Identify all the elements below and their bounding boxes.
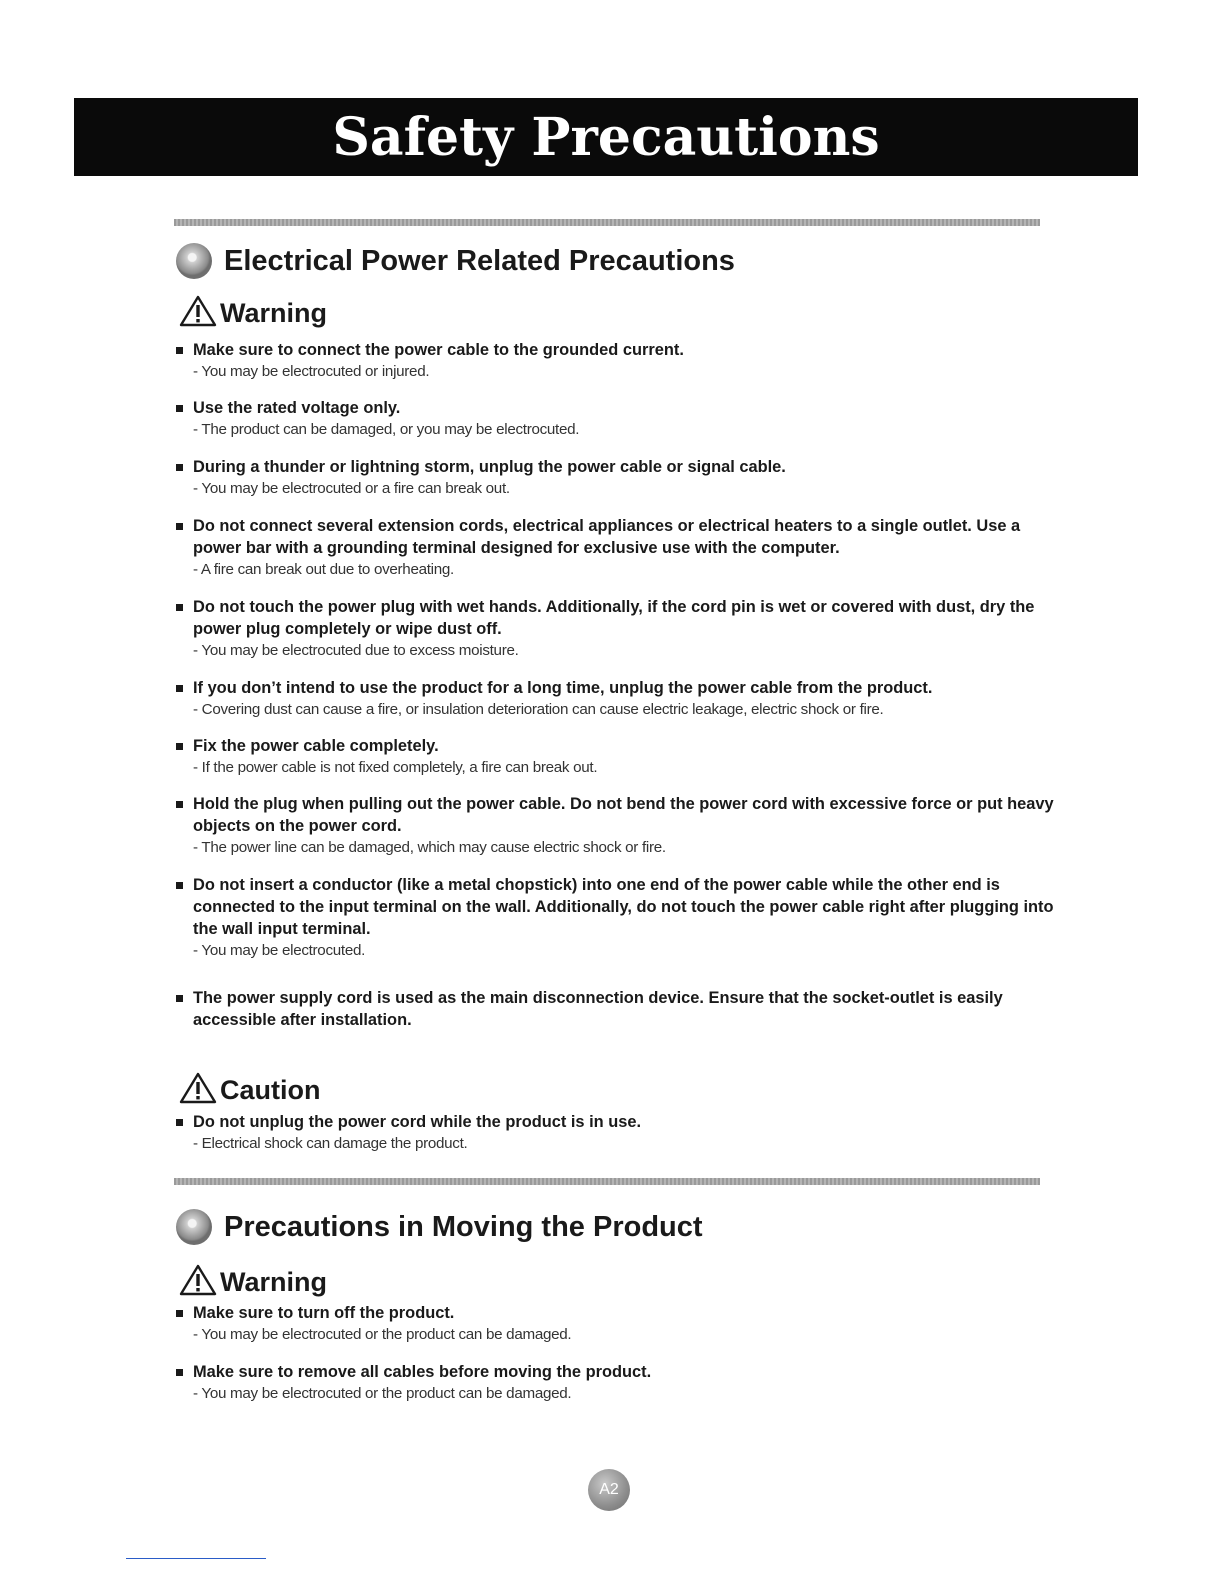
item-note: - The product can be damaged, or you may be electrocuted. — [193, 421, 580, 438]
section-title: Electrical Power Related Precautions — [224, 244, 735, 277]
list-item — [176, 793, 1056, 858]
list-item — [176, 1302, 1056, 1345]
square-bullet-icon — [176, 1310, 183, 1317]
list-item — [176, 397, 1056, 440]
item-text: During a thunder or lightning storm, unplug the power cable or signal cable. — [193, 458, 786, 476]
item-text: If you don’t intend to use the product for a long time, unplug the power cable from the product. — [193, 679, 933, 697]
page-banner — [74, 98, 1138, 176]
square-bullet-icon — [176, 464, 183, 471]
list-item — [176, 987, 1056, 1031]
warning-label: Warning — [220, 1267, 327, 1297]
section-title: Precautions in Moving the Product — [224, 1210, 703, 1243]
warning-heading — [178, 1263, 327, 1297]
item-text: Do not connect several extension cords, electrical appliances or electrical heaters to a single outlet. Use a power bar with a grounding terminal designed for exclusive use with the computer. — [193, 517, 1021, 557]
list-item — [176, 339, 1056, 382]
square-bullet-icon — [176, 604, 183, 611]
item-text: Do not insert a conductor (like a metal chopstick) into one end of the power cable while the other end is connected to the input terminal on the wall. Additionally, do not touch the power cable right after plugging into the wall input terminal. — [193, 876, 1054, 938]
disc-bullet-icon — [176, 243, 212, 279]
item-note: - The power line can be damaged, which may cause electric shock or fire. — [193, 839, 666, 856]
item-note: - Electrical shock can damage the product. — [193, 1135, 468, 1152]
item-text: Fix the power cable completely. — [193, 737, 439, 755]
item-text: Make sure to remove all cables before moving the product. — [193, 1363, 652, 1381]
page-number-badge — [588, 1469, 630, 1511]
item-note: - You may be electrocuted or a fire can break out. — [193, 480, 510, 497]
item-text: Make sure to connect the power cable to the grounded current. — [193, 341, 684, 359]
section-divider — [174, 1178, 1040, 1185]
square-bullet-icon — [176, 801, 183, 808]
warning-heading — [178, 294, 327, 328]
item-text: Make sure to turn off the product. — [193, 1304, 455, 1322]
square-bullet-icon — [176, 882, 183, 889]
section-divider — [174, 219, 1040, 226]
square-bullet-icon — [176, 1369, 183, 1376]
item-note: - You may be electrocuted or the product can be damaged. — [193, 1326, 572, 1343]
square-bullet-icon — [176, 743, 183, 750]
item-note: - You may be electrocuted due to excess moisture. — [193, 642, 519, 659]
square-bullet-icon — [176, 1119, 183, 1126]
list-item — [176, 874, 1056, 961]
item-note: - A fire can break out due to overheating. — [193, 561, 454, 578]
item-text: Do not unplug the power cord while the product is in use. — [193, 1113, 642, 1131]
item-note: - You may be electrocuted or injured. — [193, 363, 430, 380]
item-text: Use the rated voltage only. — [193, 399, 401, 417]
page-title: Safety Precautions — [332, 106, 880, 168]
list-item — [176, 735, 1056, 778]
square-bullet-icon — [176, 347, 183, 354]
page-number: A2 — [599, 1481, 619, 1498]
list-item — [176, 1361, 1056, 1404]
section-heading — [176, 1209, 703, 1245]
square-bullet-icon — [176, 995, 183, 1002]
item-note: - Covering dust can cause a fire, or insulation deterioration can cause electric leakage, electric shock or fire. — [193, 701, 884, 718]
list-item — [176, 1111, 1056, 1154]
caution-label: Caution — [220, 1075, 321, 1105]
list-item — [176, 677, 1056, 720]
warning-triangle-icon — [178, 1071, 218, 1105]
disc-bullet-icon — [176, 1209, 212, 1245]
item-text: Hold the plug when pulling out the power cable. Do not bend the power cord with excessive force or put heavy objects on the power cord. — [193, 795, 1054, 835]
item-note: - You may be electrocuted. — [193, 942, 366, 959]
item-text: The power supply cord is used as the main disconnection device. Ensure that the socket-outlet is easily accessible after installation. — [193, 989, 1003, 1029]
footer-divider — [126, 1558, 266, 1559]
square-bullet-icon — [176, 685, 183, 692]
item-note: - If the power cable is not fixed completely, a fire can break out. — [193, 759, 598, 776]
square-bullet-icon — [176, 523, 183, 530]
list-item — [176, 515, 1056, 580]
item-note: - You may be electrocuted or the product can be damaged. — [193, 1385, 572, 1402]
warning-label: Warning — [220, 298, 327, 328]
caution-heading — [178, 1071, 321, 1105]
warning-triangle-icon — [178, 294, 218, 328]
section-heading — [176, 243, 735, 279]
square-bullet-icon — [176, 405, 183, 412]
list-item — [176, 456, 1056, 499]
list-item — [176, 596, 1056, 661]
item-text: Do not touch the power plug with wet hands. Additionally, if the cord pin is wet or covered with dust, dry the power plug completely or wipe dust off. — [193, 598, 1035, 638]
warning-triangle-icon — [178, 1263, 218, 1297]
